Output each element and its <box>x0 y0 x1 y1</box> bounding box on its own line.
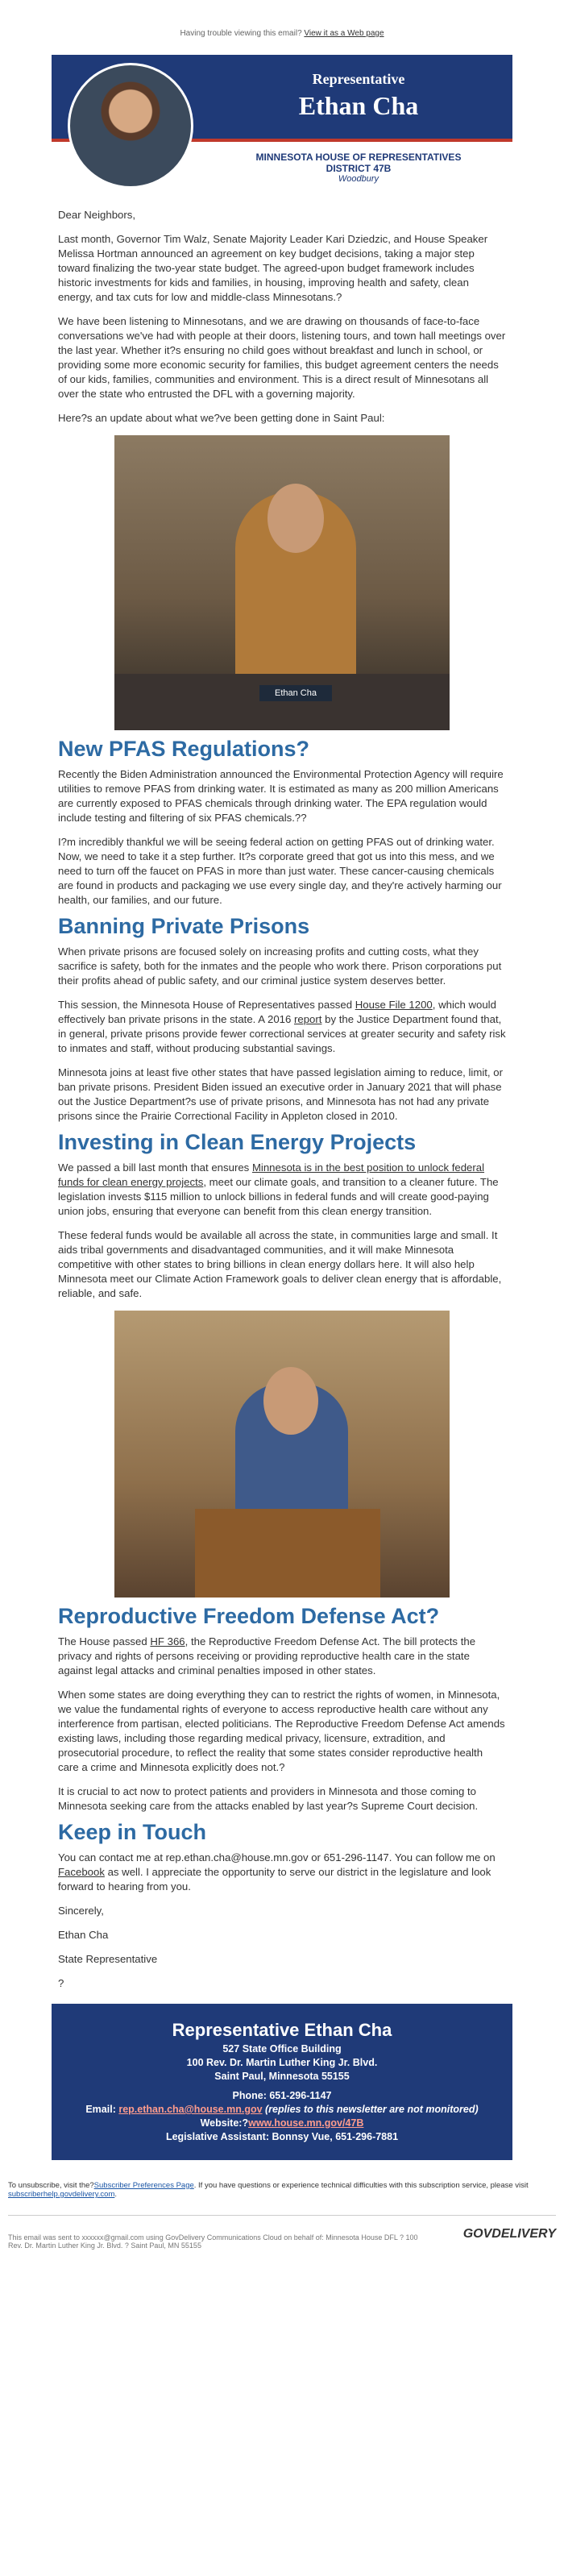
footer-title: Representative Ethan Cha <box>172 2020 392 2040</box>
committee-photo <box>114 435 450 730</box>
hf-366-link[interactable]: HF 366 <box>150 1635 185 1647</box>
sender-info: This email was sent to xxxxxx@gmail.com using GovDelivery Communications Cloud on behalf of: Minnesota House DFL ? 100 Rev. Dr. Martin Luther King Jr. Blvd. ? Saint Paul, MN 55155 <box>8 2233 418 2250</box>
header-subtitle <box>213 152 504 184</box>
unsubscribe-notice <box>0 2160 564 2199</box>
footer-email <box>60 2104 504 2115</box>
prisons-paragraph: Minnesota joins at least five other states that have passed legislation aiming to reduce, limit, or ban private prisons. President Biden issued an executive order in January 2021 that will phase out the Justice Department?s use of private prisons, and Minnesota has not had any private prisons since the Prairie Correctional Facility in Appleton closed in 2010. <box>58 1066 503 1122</box>
greeting: Dear Neighbors, <box>58 209 136 221</box>
section-heading-touch: Keep in Touch <box>58 1820 207 1844</box>
section-heading-energy: Investing in Clean Energy Projects <box>58 1130 417 1154</box>
text-span: (replies to this newsletter are not monitored) <box>262 2104 479 2115</box>
title-top: Representative <box>312 71 405 87</box>
podium-photo <box>114 1311 450 1598</box>
section-heading-pfas: New PFAS Regulations? <box>58 737 310 761</box>
text-span: , which would effectively ban private prisons in the state. A 2016 <box>58 999 496 1025</box>
energy-paragraph <box>58 1161 506 1219</box>
text-span: We passed a bill last month that ensures <box>58 1161 252 1174</box>
nameplate: Ethan Cha <box>259 685 332 701</box>
contact-footer <box>52 2004 512 2160</box>
photo-figure-head <box>267 484 324 553</box>
text-span: by the Justice Department found that, in general, private prisons provide fewer correctional services at greater security and safety risk to inmates and staff, without producing substantial savings. <box>58 1013 506 1054</box>
web-view-text: Having trouble viewing this email? <box>180 29 305 38</box>
photo-figure-head <box>263 1367 318 1435</box>
footer-address: 100 Rev. Dr. Martin Luther King Jr. Blvd. <box>186 2057 378 2068</box>
signature-name: Ethan Cha <box>58 1929 109 1941</box>
sub-district: DISTRICT 47B <box>326 163 392 174</box>
prisons-paragraph: When private prisons are focused solely on increasing profits and cutting costs, what they sacrifice is safety, both for the inmates and the people who work there. Prison corporations put their profits ahead of public safety, and our criminal justice system deserves better. <box>58 945 502 987</box>
title-name: Ethan Cha <box>298 91 419 120</box>
report-link[interactable]: report <box>294 1013 322 1025</box>
newsletter <box>52 55 512 2160</box>
pfas-paragraph: I?m incredibly thankful we will be seeing federal action on getting PFAS out of drinking water. Now, we need to take it a step further. It?s corporate greed that got us into this mess, and we need to turn off the faucet on PFAS in more than just water. These cancer-causing chemicals are found in products and packaging we use every single day, and they're actively harming our health, our families, and our future. <box>58 836 502 906</box>
repro-paragraph: It is crucial to act now to protect patients and providers in Minnesota and those coming to Minnesota seeking care from the attacks enabled by last year?s Supreme Court decision. <box>58 1785 479 1812</box>
repro-paragraph: When some states are doing everything they can to restrict the rights of women, in Minnesota, we value the fundamental rights of everyone to access reproductive health care without any interference from partisan, elected politicians. The Reproductive Freedom Defense Act amends existing laws, including those regarding medical privacy, licensure, extradition, and prosecutorial procedure, to reflect the reality that some states consider reproductive health care a crime and Minnesota explicitly does not.? <box>58 1689 505 1773</box>
text-span: This session, the Minnesota House of Representatives passed <box>58 999 355 1011</box>
sub-city: Woodbury <box>338 174 379 184</box>
house-file-1200-link[interactable]: House File 1200 <box>355 999 433 1011</box>
text-span: To unsubscribe, visit the? <box>8 2181 94 2190</box>
energy-paragraph: These federal funds would be available all across the state, in communities large and small. It aids tribal governments and disadvantaged communities, and it will make Minnesota competitive with other states to bring billions in clean energy dollars here. It will also help Minnesota meet our Climate Action Framework goals to deliver clean energy that is affordable, reliable, and safe. <box>58 1229 502 1299</box>
intro-paragraph: Last month, Governor Tim Walz, Senate Majority Leader Kari Dziedzic, and House Speaker Melissa Hortman announced an agreement on key budget decisions, taking a major step toward finalizing the two-year state budget. The agreed-upon budget framework includes historic investments for kids and families, in housing, improving health and safety, clean energy, and tax cuts for low and middle-class Minnesotans.? <box>58 233 488 303</box>
website-link[interactable]: www.house.mn.gov/47B <box>248 2117 364 2129</box>
text-span: Website:? <box>200 2117 249 2129</box>
photo-desk <box>114 674 450 730</box>
sender-footer <box>8 2215 556 2266</box>
header-banner <box>52 55 512 197</box>
footer-phone: Phone: 651-296-1147 <box>232 2090 332 2101</box>
pfas-paragraph: Recently the Biden Administration announced the Environmental Protection Agency will require utilities to remove PFAS from drinking water. It is estimated as many as 200 million Americans are currently exposed to PFAS chemicals through drinking water. The EPA regulation would include testing and filtering of six PFAS chemicals.?? <box>58 768 504 824</box>
header-title <box>213 71 504 121</box>
portrait-photo <box>68 63 193 189</box>
section-heading-repro: Reproductive Freedom Defense Act? <box>58 1604 440 1628</box>
subscriber-preferences-link[interactable]: Subscriber Preferences Page <box>93 2181 194 2190</box>
prisons-paragraph <box>58 998 506 1056</box>
photo-podium <box>195 1509 380 1598</box>
text-span: as well. I appreciate the opportunity to serve our district in the legislature and look forward to hearing from you. <box>58 1866 491 1893</box>
sub-house: MINNESOTA HOUSE OF REPRESENTATIVES <box>255 152 462 163</box>
text-span: . <box>114 2190 117 2199</box>
email-link[interactable]: rep.ethan.cha@house.mn.gov <box>118 2104 263 2115</box>
text-span: , the Reproductive Freedom Defense Act. The bill protects the privacy and rights of persons receiving or providing reproductive health care in the state against legal attacks and criminal penalties imposed in other states. <box>58 1635 476 1676</box>
web-view-notice <box>0 0 564 45</box>
federal-funds-link[interactable]: Minnesota is in the best position to unlock federal funds for clean energy projects <box>58 1161 485 1188</box>
text-span: You can contact me at rep.ethan.cha@house.mn.gov or 651-296-1147. You can follow me on <box>58 1851 496 1863</box>
web-view-link[interactable]: View it as a Web page <box>304 29 384 38</box>
footer-address: Saint Paul, Minnesota 55155 <box>214 2071 350 2082</box>
touch-paragraph <box>58 1851 506 1894</box>
text-span: , meet our climate goals, and transition to a cleaner future. The legislation invests $115 million to unlock billions in federal funds and will create good-paying union jobs, ensuring that everyone can benefit from this clean energy transition. <box>58 1176 499 1217</box>
support-link[interactable]: subscriberhelp.govdelivery.com <box>8 2190 115 2199</box>
footer-address: 527 State Office Building <box>222 2043 342 2055</box>
signature-title: State Representative <box>58 1953 158 1965</box>
repro-paragraph <box>58 1635 506 1678</box>
closing: Sincerely, <box>58 1905 104 1917</box>
intro-paragraph: Here?s an update about what we?ve been getting done in Saint Paul: <box>58 412 385 424</box>
facebook-link[interactable]: Facebook <box>58 1866 105 1878</box>
footer-website <box>60 2117 504 2129</box>
signature-mark: ? <box>58 1977 64 1989</box>
section-heading-prisons: Banning Private Prisons <box>58 914 310 938</box>
intro-paragraph: We have been listening to Minnesotans, and we are drawing on thousands of face-to-face conversations we've had with people at their doors, listening tours, and town hall meetings over the last year. Whether it?s ensuring no child goes without breakfast and lunch in school, or providing some more economic security for families, this budget agreement centers the needs of our kids, families, communities and environment. This is a direct result of Minnesotans all over the state who entrusted the DFL with a governing majority. <box>58 315 506 400</box>
govdelivery-logo: GOVDELIVERY <box>462 2227 556 2241</box>
newsletter-body <box>52 208 512 1991</box>
footer-assistant: Legislative Assistant: Bonnsy Vue, 651-296-7881 <box>165 2131 399 2142</box>
text-span: . If you have questions or experience technical difficulties with this subscription service, please visit <box>193 2181 529 2190</box>
text-span: The House passed <box>58 1635 151 1647</box>
text-span: Email: <box>85 2104 119 2115</box>
